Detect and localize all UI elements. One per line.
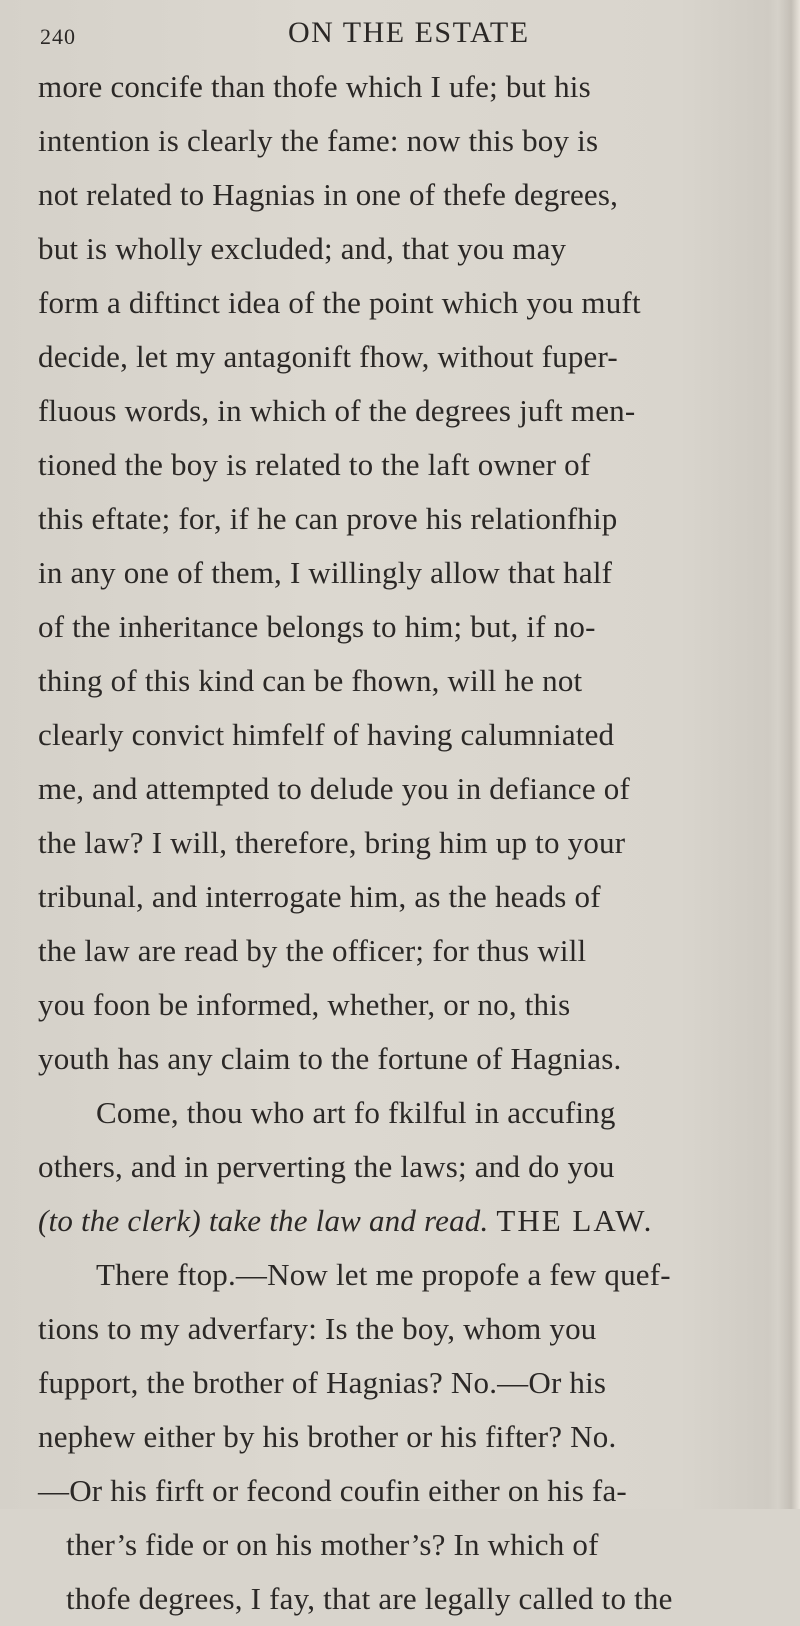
text-line-11: of the inheritance belongs to him; but, if no- [38, 609, 596, 644]
text-line-28: ther’s fide or on his mother’s? In which of [66, 1527, 599, 1562]
text-line-24: tions to my adverfary: Is the boy, whom you [38, 1311, 597, 1346]
page-number: 240 [40, 24, 76, 49]
text-line-20: Come, thou who art fo fkilful in accufing [96, 1095, 616, 1130]
text-line-21: others, and in perverting the laws; and do you [38, 1149, 615, 1184]
text-line-25: fupport, the brother of Hagnias? No.—Or his [38, 1365, 607, 1400]
text-line-10: in any one of them, I willingly allow that half [38, 555, 613, 590]
running-head: ON THE ESTATE [288, 16, 530, 49]
text-line-22 [38, 1194, 798, 1248]
text-line-18: you foon be informed, whether, or no, this [38, 987, 571, 1022]
text-line-23: There ftop.—Now let me propofe a few quef- [96, 1257, 671, 1292]
text-line-15: the law? I will, therefore, bring him up to your [38, 825, 626, 860]
text-line-19: youth has any claim to the fortune of Hagnias. [38, 1041, 622, 1076]
text-line-9: this eftate; for, if he can prove his relationfhip [38, 501, 618, 536]
text-line-16: tribunal, and interrogate him, as the heads of [38, 879, 601, 914]
text-line-13: clearly convict himfelf of having calumniated [38, 717, 615, 752]
text-line-14: me, and attempted to delude you in defiance of [38, 771, 630, 806]
page-header [0, 14, 800, 54]
text-line-4: but is wholly excluded; and, that you may [38, 231, 567, 266]
law-heading: THE LAW. [496, 1203, 654, 1238]
stage-direction: (to the clerk) take the law and read. [38, 1203, 489, 1238]
text-line-2: intention is clearly the fame: now this boy is [38, 123, 599, 158]
text-line-12: thing of this kind can be fhown, will he not [38, 663, 583, 698]
text-line-3: not related to Hagnias in one of thefe degrees, [38, 177, 619, 212]
text-line-26: nephew either by his brother or his fifter? No. [38, 1419, 617, 1454]
text-line-1: more concife than thofe which I ufe; but his [38, 69, 591, 104]
text-line-6: decide, let my antagonift fhow, without fuper- [38, 339, 618, 374]
text-line-29: thofe degrees, I fay, that are legally called to the [66, 1581, 673, 1616]
text-line-17: the law are read by the officer; for thus will [38, 933, 587, 968]
text-line-8: tioned the boy is related to the laft owner of [38, 447, 591, 482]
text-line-7: fluous words, in which of the degrees juft men- [38, 393, 636, 428]
text-line-5: form a diftinct idea of the point which you muft [38, 285, 641, 320]
body-text [38, 60, 798, 1626]
text-line-27: —Or his firft or fecond coufin either on his fa- [38, 1473, 627, 1508]
